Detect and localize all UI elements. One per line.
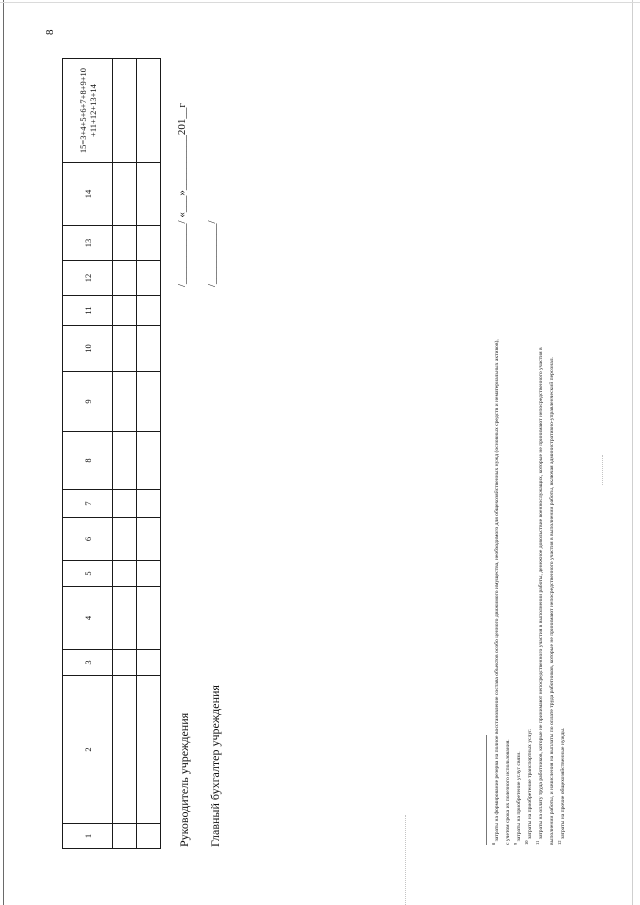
table-header-row <box>63 59 113 849</box>
table-cell <box>113 59 137 163</box>
column-header: 2 <box>63 676 113 824</box>
column-header: 6 <box>63 518 113 561</box>
table-cell <box>113 518 137 561</box>
table-cell <box>113 372 137 432</box>
table-cell <box>137 432 161 490</box>
footnote-text: выполнении работы, и начисления на выплаты по оплате труда работников, которые не принимают непосредственного участия в выполнении работы, включая административно-управленческий персонал. <box>549 357 556 845</box>
footnote-mark: 8 <box>491 842 496 845</box>
column-header: 7 <box>63 490 113 518</box>
footnote-text: с учетом срока их полезного использования. <box>504 739 511 845</box>
footnote-text: затраты на прочие общехозяйственные нужды. <box>560 727 567 840</box>
table-cell <box>137 824 161 849</box>
footnote-mark: 12 <box>557 840 563 845</box>
table-cell <box>113 163 137 226</box>
footnote-mark: 9 <box>513 842 519 845</box>
footnote-rule <box>486 735 487 845</box>
table-cell <box>113 432 137 490</box>
table-cell <box>137 296 161 326</box>
column-header: 15=3+4+5+6+7+8+9+10 +11+12+13+14 <box>63 59 113 163</box>
table-cell <box>137 676 161 824</box>
table-cell <box>137 372 161 432</box>
table-cell <box>137 326 161 372</box>
footnote <box>501 55 512 845</box>
table-cell <box>113 261 137 296</box>
table-cell <box>137 518 161 561</box>
head-signature-line: /___________/ «___»__________201__г <box>176 103 188 287</box>
table-cell <box>113 490 137 518</box>
table-row <box>137 59 161 849</box>
footnote-mark: 11 <box>535 840 541 845</box>
footnote <box>545 55 556 845</box>
column-header: 8 <box>63 432 113 490</box>
table-cell <box>113 587 137 650</box>
table-cell <box>113 824 137 849</box>
footnote <box>523 55 534 845</box>
column-header: 14 <box>63 163 113 226</box>
column-header: 1 <box>63 824 113 849</box>
column-header: 5 <box>63 561 113 587</box>
column-header: 10 <box>63 326 113 372</box>
head-label: Руководитель учреждения <box>177 712 191 847</box>
table-cell <box>137 261 161 296</box>
column-header: 11 <box>63 296 113 326</box>
column-header: 4 <box>63 587 113 650</box>
column-header: 12 <box>63 261 113 296</box>
table-cell <box>113 226 137 261</box>
footnote <box>534 55 545 845</box>
table-cell <box>113 326 137 372</box>
table-cell <box>137 587 161 650</box>
table-cell <box>137 561 161 587</box>
table-cell <box>137 650 161 676</box>
page-number: 8 <box>44 29 56 35</box>
table-cell <box>137 59 161 163</box>
table-cell <box>137 226 161 261</box>
table-cell <box>113 650 137 676</box>
footnote-text: затраты на приобретение услуг связи. <box>515 751 522 842</box>
column-header: 9 <box>63 372 113 432</box>
accountant-signature-line: /___________/ <box>206 220 218 287</box>
footnote <box>556 55 567 845</box>
table-cell <box>113 676 137 824</box>
footnote-text: затраты на формирование резерва на полное восстановление состава объектов особо ценного движимого имущества, необходимого для общехозяйственных нужд (основных средств и нематериальных активов), <box>493 339 500 842</box>
table-cell <box>137 490 161 518</box>
footnotes <box>490 55 567 845</box>
data-table <box>62 58 161 849</box>
table-cell <box>137 163 161 226</box>
footnote <box>490 55 501 845</box>
table-cell <box>113 296 137 326</box>
column-header: 13 <box>63 226 113 261</box>
column-header: 3 <box>63 650 113 676</box>
footnote-text: затраты на оплату труда работников, которые не принимают непосредственного участия в выполнении работы, денежное довольствие военнослужащих, которые не принимают непосредственного участия в <box>538 347 545 840</box>
footnote-mark: 10 <box>524 840 530 845</box>
footnote-text: затраты на приобретение транспортных услуг. <box>527 728 534 840</box>
table-cell <box>113 561 137 587</box>
accountant-label: Главный бухгалтер учреждения <box>208 685 222 847</box>
table-row <box>113 59 137 849</box>
footnote <box>512 55 523 845</box>
